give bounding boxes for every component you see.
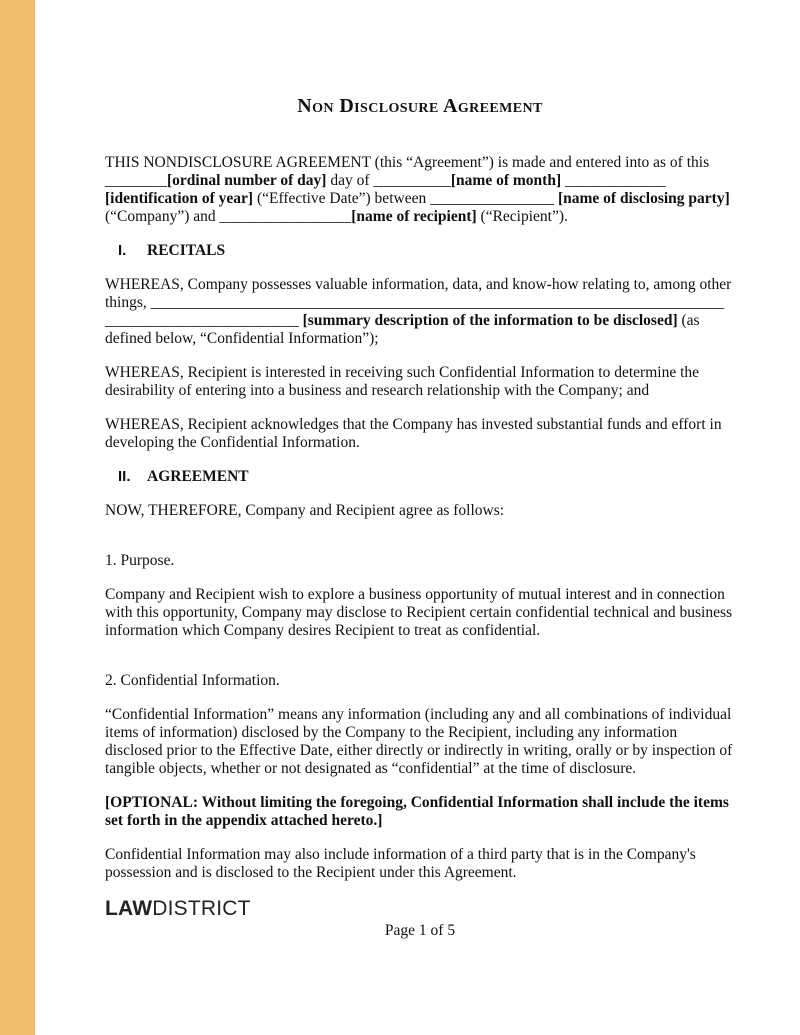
body-text-run: ________________ [430, 190, 558, 207]
body-text-run: (“Recipient”). [476, 208, 568, 225]
section-number: I. [118, 242, 127, 259]
intro-paragraph [105, 154, 735, 226]
whereas-interested-paragraph [105, 364, 735, 400]
now-therefore-paragraph [105, 502, 735, 520]
lawdistrict-logo [105, 898, 735, 920]
section-heading-agreement [105, 468, 735, 486]
page-number: Page 1 of 5 [384, 922, 456, 939]
third-party-paragraph [105, 846, 735, 882]
body-text-run: __________ [373, 172, 451, 189]
logo-district-text: DISTRICT [152, 897, 251, 920]
body-text-run: WHEREAS, Recipient is interested in receiving such Confidential Information to determine the desirability of entering into a business and research relationship with the Company; and [105, 364, 700, 399]
clause-2-heading: 2. Confidential Information. [105, 672, 280, 689]
document-title: Non Disclosure Agreement [297, 95, 543, 117]
logo-law-text: LAW [105, 897, 153, 920]
body-text-run: (“Company”) and [105, 208, 220, 225]
bold-placeholder-text: [OPTIONAL: Without limiting the foregoing, Confidential Information shall include the items set forth in the appendix attached hereto.] [105, 794, 729, 829]
body-text-run: THIS NONDISCLOSURE AGREEMENT (this “Agreement”) is made and entered into as of this [105, 154, 710, 171]
body-text-run: (“Effective Date”) between [253, 190, 431, 207]
body-text-run: _____________ [561, 172, 666, 189]
optional-clause-paragraph [105, 794, 735, 830]
clause-1-body [105, 586, 735, 640]
bold-placeholder-text: [ordinal number of day] [167, 172, 327, 189]
bold-placeholder-text: [name of disclosing party] [557, 190, 730, 207]
body-text-run: __________________________________________________________________________ [150, 294, 725, 311]
body-text-run: _________________ [219, 208, 352, 225]
clause-1-heading: 1. Purpose. [105, 552, 175, 569]
whereas-info-paragraph [105, 276, 735, 348]
bold-placeholder-text: [name of month] [450, 172, 562, 189]
body-text-run: Company and Recipient wish to explore a business opportunity of mutual interest and in connection with this opportunity, Company may disclose to Recipient certain confidential technical and business information which Company desires Recipient to treat as confidential. [105, 586, 733, 639]
whereas-invested-paragraph [105, 416, 735, 452]
document-page [105, 0, 735, 940]
page-footer [105, 898, 735, 940]
bold-placeholder-text: [identification of year] [105, 190, 254, 207]
body-text-run: ________ [105, 172, 167, 189]
body-text-run: NOW, THEREFORE, Company and Recipient agree as follows: [105, 502, 505, 519]
section-number: II. [118, 468, 131, 485]
body-text-run: (as defined below, “Confidential Information”); [105, 312, 700, 347]
bold-placeholder-text: [name of recipient] [351, 208, 477, 225]
body-text-run: Confidential Information may also include information of a third party that is in the Company's possession and is disclosed to the Recipient under this Agreement. [105, 846, 696, 881]
body-text-run: day of [326, 172, 374, 189]
body-text-run: WHEREAS, Company possesses valuable information, data, and know-how relating to, among other things, [105, 276, 732, 311]
clause-2-body [105, 706, 735, 778]
section-heading-recitals [105, 242, 735, 260]
section-title: RECITALS [147, 242, 226, 259]
body-text-run: “Confidential Information” means any information (including any and all combinations of individual items of information) disclosed by the Company to the Recipient, including any information disclosed prior to the Effective Date, either directly or indirectly in writing, orally or by inspection of tangible objects, whether or not designated as “confidential” at the time of disclosure. [105, 706, 733, 777]
body-text-run: _________________________ [105, 312, 303, 329]
page-left-accent-bar [0, 0, 35, 1035]
body-text-run: WHEREAS, Recipient acknowledges that the Company has invested substantial funds and effort in developing the Confidential Information. [105, 416, 722, 451]
bold-placeholder-text: [summary description of the information to be disclosed] [302, 312, 678, 329]
section-title: AGREEMENT [147, 468, 249, 485]
